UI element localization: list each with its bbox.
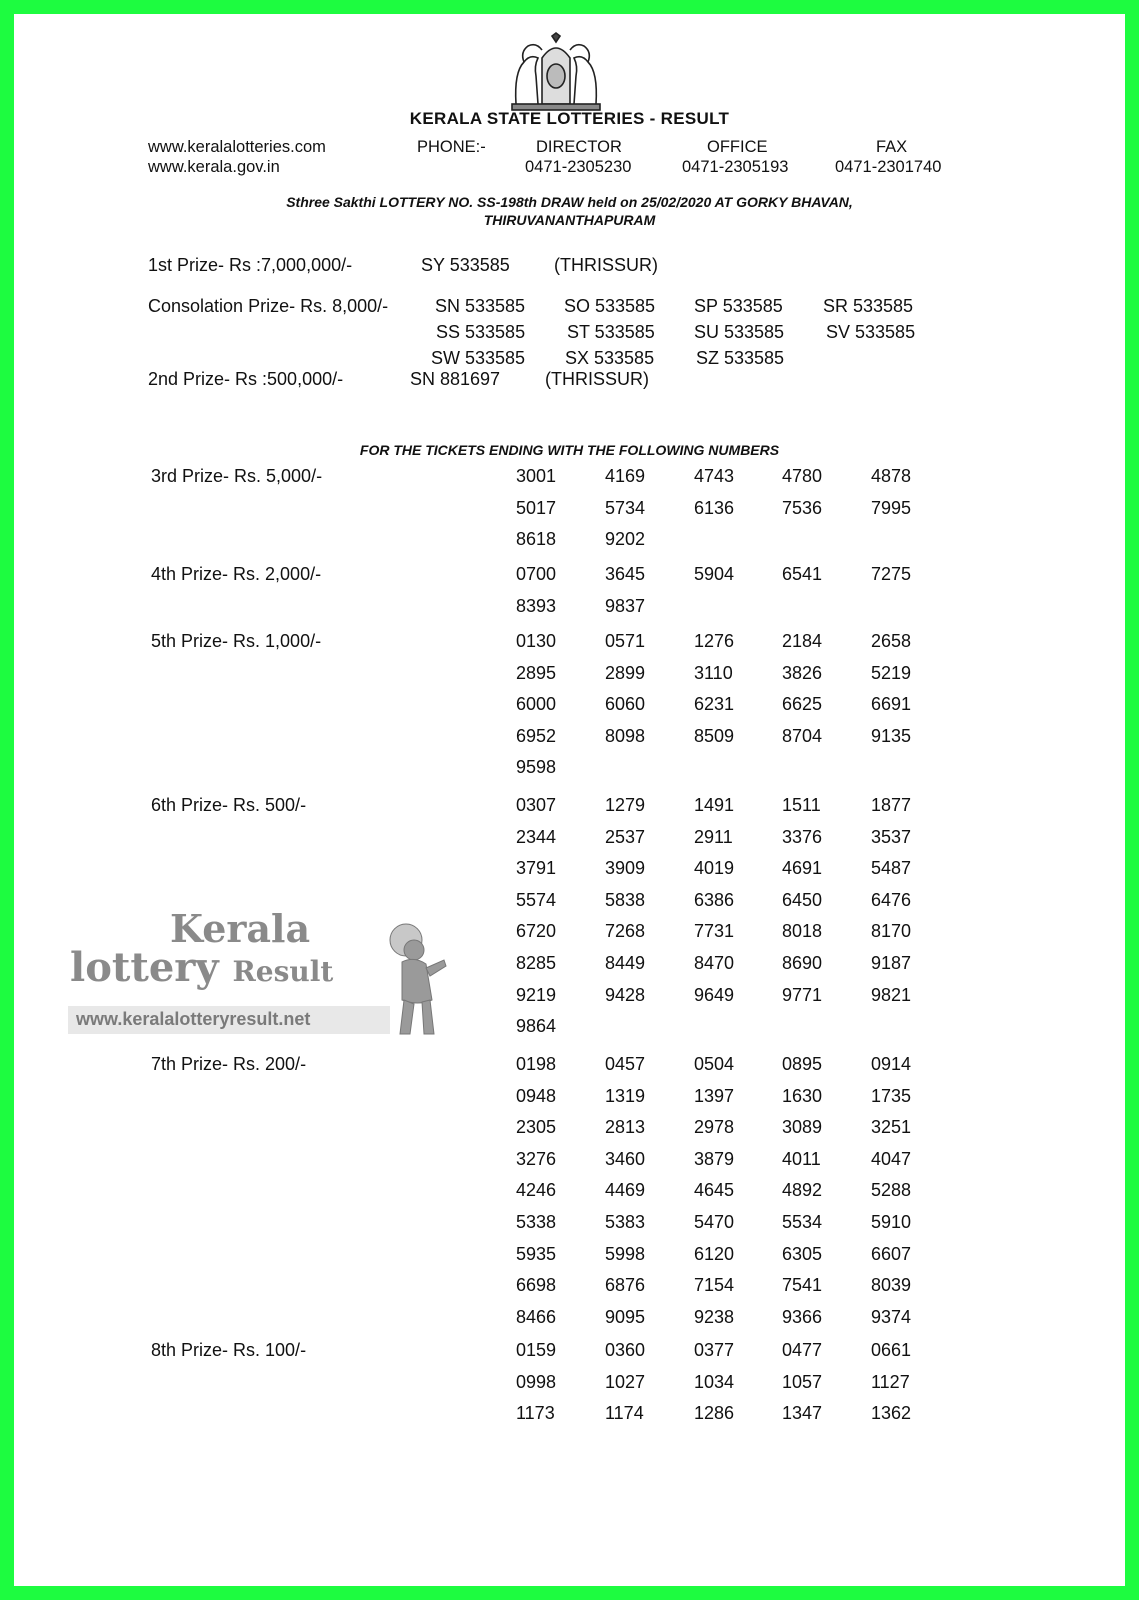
prize-number: 9374	[871, 1306, 912, 1327]
consolation-ticket: ST 533585	[567, 322, 655, 342]
prize-number: 7275	[871, 564, 912, 584]
prize-number: 2895	[516, 662, 557, 683]
prize-number: 9135	[871, 725, 912, 746]
prize-number: 1286	[694, 1403, 735, 1424]
prize-label: 8th Prize- Rs. 100/-	[151, 1340, 307, 1360]
second-prize-ticket: SN 881697	[410, 369, 501, 389]
prize-number: 8098	[605, 725, 646, 746]
prize-number: 0377	[694, 1340, 735, 1360]
prize-number: 9238	[694, 1306, 735, 1327]
prize-label: 7th Prize- Rs. 200/-	[151, 1054, 307, 1074]
website-link-2[interactable]: www.kerala.gov.in	[148, 158, 280, 176]
prize-number: 7154	[694, 1275, 735, 1296]
prize-number: 6876	[605, 1275, 646, 1296]
director-label: DIRECTOR	[536, 138, 622, 156]
prize-number: 5338	[516, 1212, 557, 1232]
consolation-ticket: SO 533585	[564, 296, 656, 316]
consolation-ticket: SZ 533585	[696, 348, 785, 368]
prize-number: 9428	[605, 984, 646, 1005]
prize-number: 0504	[694, 1054, 735, 1074]
prize-number: 6060	[605, 694, 646, 715]
prize-number: 2658	[871, 631, 912, 651]
prize-number: 8449	[605, 953, 646, 973]
prize-number: 7536	[782, 497, 823, 518]
prize-number: 6607	[871, 1243, 912, 1264]
prize-number: 0477	[782, 1340, 823, 1360]
prize-number: 6720	[516, 921, 557, 942]
prize-number: 8690	[782, 953, 823, 973]
prize-number: 9095	[605, 1306, 646, 1327]
prize-number: 4878	[871, 466, 912, 486]
first-prize-ticket: SY 533585	[421, 255, 510, 275]
prize-number: 4743	[694, 466, 735, 486]
prize-label: 4th Prize- Rs. 2,000/-	[151, 564, 322, 584]
prize-number: 1276	[694, 631, 735, 651]
prize-number: 2537	[605, 826, 646, 847]
second-prize-place: (THRISSUR)	[545, 369, 649, 389]
prize-number: 6476	[871, 889, 912, 910]
prize-number: 0661	[871, 1340, 912, 1360]
prize-number: 7995	[871, 497, 912, 518]
office-phone: 0471-2305193	[682, 158, 789, 176]
prize-number: 5534	[782, 1212, 823, 1232]
prize-number: 7268	[605, 921, 646, 942]
prize-number: 0159	[516, 1340, 557, 1360]
prize-number: 3879	[694, 1148, 735, 1169]
prize-number: 5017	[516, 497, 557, 518]
prize-number: 8039	[871, 1275, 912, 1296]
draw-info-line1: Sthree Sakthi LOTTERY NO. SS-198th DRAW held on 25/02/2020 AT GORKY BHAVAN,	[286, 194, 853, 210]
prize-number: 5734	[605, 497, 646, 518]
prize-number: 1511	[782, 795, 821, 815]
prize-number: 6541	[782, 564, 823, 584]
prize-number: 2899	[605, 662, 646, 683]
prize-number: 9187	[871, 953, 912, 973]
prize-number: 9771	[782, 984, 823, 1005]
prize-number: 1319	[605, 1085, 646, 1106]
consolation-ticket: SN 533585	[435, 296, 526, 316]
prize-number: 5910	[871, 1212, 912, 1232]
watermark-line2a: lottery	[70, 944, 219, 991]
prize-number: 6305	[782, 1243, 823, 1264]
first-prize-label: 1st Prize- Rs :7,000,000/-	[148, 255, 353, 275]
consolation-ticket: SW 533585	[431, 348, 526, 368]
prize-number: 4011	[782, 1148, 821, 1169]
prize-number: 1491	[694, 795, 735, 815]
prize-number: 3826	[782, 662, 823, 683]
prize-number: 5470	[694, 1212, 735, 1232]
kerala-emblem-icon	[508, 32, 604, 112]
prize-number: 2813	[605, 1117, 646, 1138]
consolation-prize-label: Consolation Prize- Rs. 8,000/-	[148, 296, 389, 316]
fax-label: FAX	[876, 138, 908, 156]
watermark-line2b: Result	[232, 955, 334, 988]
prize-number: 0700	[516, 564, 557, 584]
prize-number: 4019	[694, 858, 735, 879]
prize-number: 3376	[782, 826, 823, 847]
prize-number: 6450	[782, 889, 823, 910]
prize-number: 3460	[605, 1148, 646, 1169]
prize-number: 6698	[516, 1275, 557, 1296]
prize-number: 1174	[605, 1403, 644, 1424]
prize-number: 5904	[694, 564, 735, 584]
office-label: OFFICE	[707, 138, 768, 156]
consolation-ticket: SS 533585	[436, 322, 526, 342]
prize-number: 9202	[605, 529, 646, 550]
prize-number: 1057	[782, 1371, 823, 1392]
consolation-ticket: SR 533585	[823, 296, 914, 316]
phone-label: PHONE:-	[417, 138, 486, 156]
prize-number: 1127	[871, 1371, 910, 1392]
consolation-ticket: SU 533585	[694, 322, 785, 342]
prize-number: 9366	[782, 1306, 823, 1327]
prize-label: 6th Prize- Rs. 500/-	[151, 795, 307, 815]
prize-number: 5383	[605, 1212, 646, 1232]
prize-number: 1735	[871, 1085, 912, 1106]
cartoon-mascot-icon	[378, 920, 450, 1042]
prize-number: 5998	[605, 1243, 646, 1264]
prize-number: 6386	[694, 889, 735, 910]
prize-number: 6136	[694, 497, 735, 518]
prize-number: 5838	[605, 889, 646, 910]
website-link-1[interactable]: www.keralalotteries.com	[148, 138, 326, 156]
prize-number: 1362	[871, 1403, 912, 1424]
prize-number: 2978	[694, 1117, 735, 1138]
prize-number: 4047	[871, 1148, 912, 1169]
prize-number: 5288	[871, 1180, 912, 1201]
prize-number: 5219	[871, 662, 912, 683]
prize-number: 5574	[516, 889, 557, 910]
prize-number: 1630	[782, 1085, 823, 1106]
prize-number: 5487	[871, 858, 912, 879]
prize-number: 0457	[605, 1054, 646, 1074]
prize-number: 0198	[516, 1054, 557, 1074]
prize-number: 1347	[782, 1403, 823, 1424]
prize-number: 8393	[516, 595, 557, 616]
prize-number: 3089	[782, 1117, 823, 1138]
endings-heading: FOR THE TICKETS ENDING WITH THE FOLLOWING NUMBERS	[359, 442, 780, 458]
watermark-line1: Kerala	[170, 906, 311, 951]
prize-number: 0948	[516, 1085, 557, 1106]
prize-number: 0895	[782, 1054, 823, 1074]
prize-number: 4892	[782, 1180, 823, 1201]
prize-number: 4691	[782, 858, 823, 879]
prize-number: 0307	[516, 795, 557, 815]
second-prize-label: 2nd Prize- Rs :500,000/-	[148, 369, 344, 389]
prize-number: 1279	[605, 795, 646, 815]
prize-number: 4780	[782, 466, 823, 486]
prize-number: 1397	[694, 1085, 735, 1106]
prize-number: 0914	[871, 1054, 912, 1074]
prize-number: 0571	[605, 631, 646, 651]
first-prize-place: (THRISSUR)	[554, 255, 658, 275]
prize-number: 9598	[516, 757, 557, 778]
prize-number: 9864	[516, 1016, 557, 1037]
fax-number: 0471-2301740	[835, 158, 942, 176]
prize-number: 9837	[605, 595, 646, 616]
prize-number: 3791	[516, 858, 557, 879]
director-phone: 0471-2305230	[525, 158, 632, 176]
prize-number: 8285	[516, 953, 557, 973]
page-title: KERALA STATE LOTTERIES - RESULT	[409, 109, 730, 128]
prize-number: 5935	[516, 1243, 557, 1264]
prize-number: 3110	[694, 662, 733, 683]
result-page	[14, 14, 1125, 1586]
prize-number: 4169	[605, 466, 646, 486]
prize-number: 8509	[694, 725, 735, 746]
prize-label: 5th Prize- Rs. 1,000/-	[151, 631, 322, 651]
prize-number: 0998	[516, 1371, 557, 1392]
prize-number: 4469	[605, 1180, 646, 1201]
prize-label: 3rd Prize- Rs. 5,000/-	[151, 466, 323, 486]
prize-number: 4246	[516, 1180, 557, 1201]
prize-number: 0360	[605, 1340, 646, 1360]
prize-number: 8170	[871, 921, 912, 942]
consolation-ticket: SV 533585	[826, 322, 916, 342]
prize-number: 3645	[605, 564, 646, 584]
prize-number: 8018	[782, 921, 823, 942]
prize-number: 3001	[516, 466, 557, 486]
prize-number: 3537	[871, 826, 912, 847]
prize-number: 2305	[516, 1117, 557, 1138]
prize-number: 7731	[694, 921, 735, 942]
prize-number: 6000	[516, 694, 557, 715]
consolation-ticket: SP 533585	[694, 296, 783, 316]
prize-number: 9821	[871, 984, 912, 1005]
prize-number: 0130	[516, 631, 557, 651]
watermark-url: www.keralalotteryresult.net	[76, 1009, 311, 1029]
prize-number: 2184	[782, 631, 823, 651]
prize-number: 1027	[605, 1371, 646, 1392]
watermark	[68, 906, 458, 1066]
prize-number: 9649	[694, 984, 735, 1005]
draw-info-line2: THIRUVANANTHAPURAM	[483, 212, 656, 228]
prize-number: 2344	[516, 826, 557, 847]
prize-number: 9219	[516, 984, 557, 1005]
prize-number: 3251	[871, 1117, 912, 1138]
prize-number: 6625	[782, 694, 823, 715]
prize-number: 1173	[516, 1403, 555, 1424]
prize-number: 2911	[694, 826, 733, 847]
prize-number: 6120	[694, 1243, 735, 1264]
prize-number: 8704	[782, 725, 823, 746]
prize-number: 8470	[694, 953, 735, 973]
consolation-ticket: SX 533585	[565, 348, 655, 368]
prize-number: 6691	[871, 694, 912, 715]
prize-number: 8466	[516, 1306, 557, 1327]
prize-number: 7541	[782, 1275, 823, 1296]
prize-number: 8618	[516, 529, 557, 550]
prize-number: 1877	[871, 795, 912, 815]
prize-number: 3909	[605, 858, 646, 879]
prize-number: 1034	[694, 1371, 735, 1392]
prize-number: 6231	[694, 694, 735, 715]
prize-number: 3276	[516, 1148, 557, 1169]
prize-number: 4645	[694, 1180, 735, 1201]
prize-number: 6952	[516, 725, 557, 746]
